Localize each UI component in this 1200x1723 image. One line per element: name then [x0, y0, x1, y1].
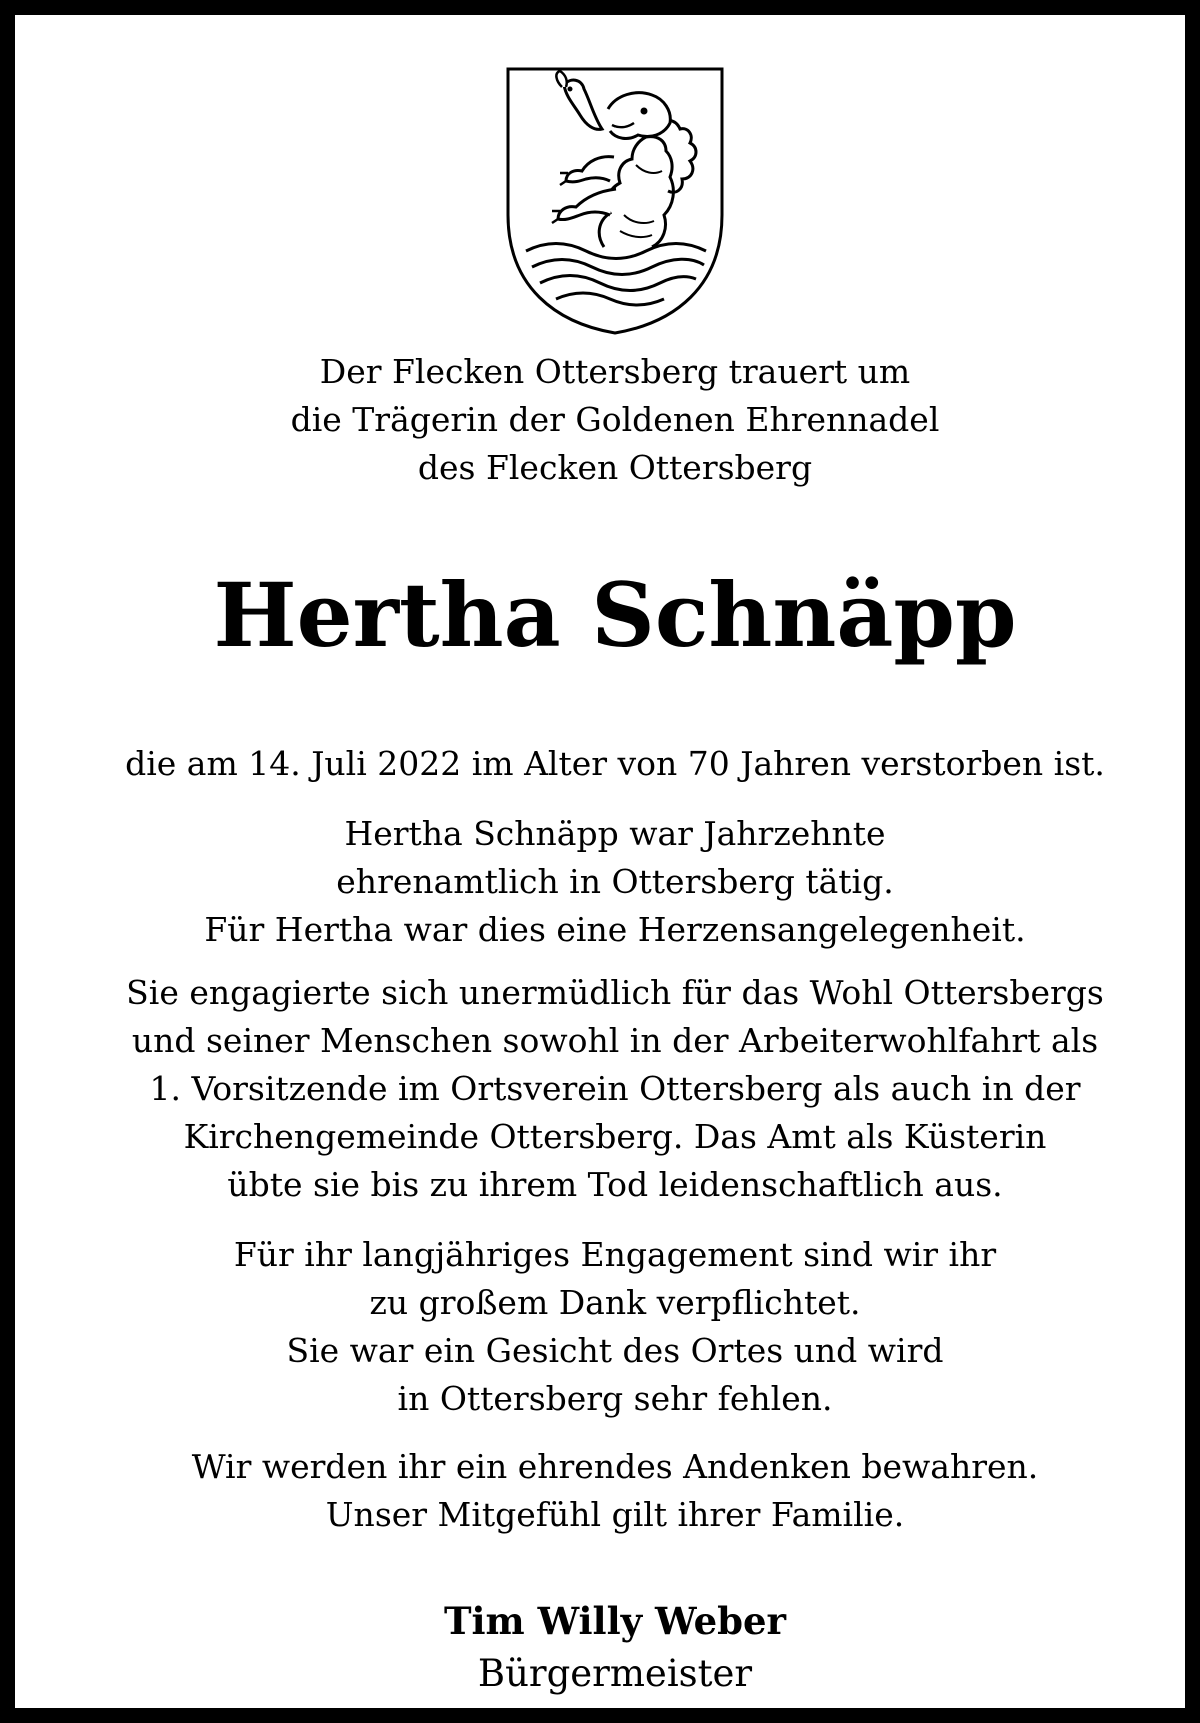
paragraph-line: Wir werden ihr ein ehrendes Andenken bewahren.	[191, 1447, 1039, 1486]
paragraph-line: Kirchengemeinde Ottersberg. Das Amt als Küsterin	[183, 1117, 1047, 1156]
death-notice-line	[30, 740, 1200, 788]
paragraph-memory	[30, 1443, 1200, 1539]
paragraph-volunteer	[30, 810, 1200, 954]
paragraph-line: 1. Vorsitzende im Ortsverein Ottersberg als auch in der	[149, 1069, 1081, 1108]
paragraph-line: in Ottersberg sehr fehlen.	[397, 1379, 833, 1418]
paragraph-line: Hertha Schnäpp war Jahrzehnte	[344, 814, 886, 853]
intro-line: Der Flecken Ottersberg trauert um	[319, 352, 911, 391]
paragraph-engagement	[30, 969, 1200, 1209]
paragraph-line: Sie war ein Gesicht des Ortes und wird	[286, 1331, 944, 1370]
deceased-name: Hertha Schnäpp	[213, 563, 1017, 667]
paragraph-line: Sie engagierte sich unermüdlich für das Wohl Ottersbergs	[126, 973, 1104, 1012]
paragraph-thanks	[30, 1231, 1200, 1423]
paragraph-line: ehrenamtlich in Ottersberg tätig.	[336, 862, 894, 901]
paragraph-line: übte sie bis zu ihrem Tod leidenschaftlich aus.	[227, 1165, 1003, 1204]
paragraph-line: Für ihr langjähriges Engagement sind wir ihr	[233, 1235, 997, 1274]
intro-line: die Trägerin der Goldenen Ehrennadel	[290, 400, 940, 439]
intro-text	[30, 348, 1200, 492]
paragraph-line: Für Hertha war dies eine Herzensangelegenheit.	[204, 910, 1026, 949]
paragraph-line: und seiner Menschen sowohl in der Arbeiterwohlfahrt als	[131, 1021, 1099, 1060]
signatory-name: Tim Willy Weber	[443, 1599, 787, 1643]
obituary-notice	[30, 30, 1200, 1723]
death-notice-text: die am 14. Juli 2022 im Alter von 70 Jahren verstorben ist.	[125, 744, 1105, 783]
paragraph-line: Unser Mitgefühl gilt ihrer Familie.	[325, 1495, 905, 1534]
intro-line: des Flecken Ottersberg	[417, 448, 813, 487]
signatory-role: Bürgermeister	[477, 1652, 753, 1695]
coat-of-arms-lion-with-fish-icon	[504, 65, 726, 337]
paragraph-line: zu großem Dank verpflichtet.	[369, 1283, 861, 1322]
